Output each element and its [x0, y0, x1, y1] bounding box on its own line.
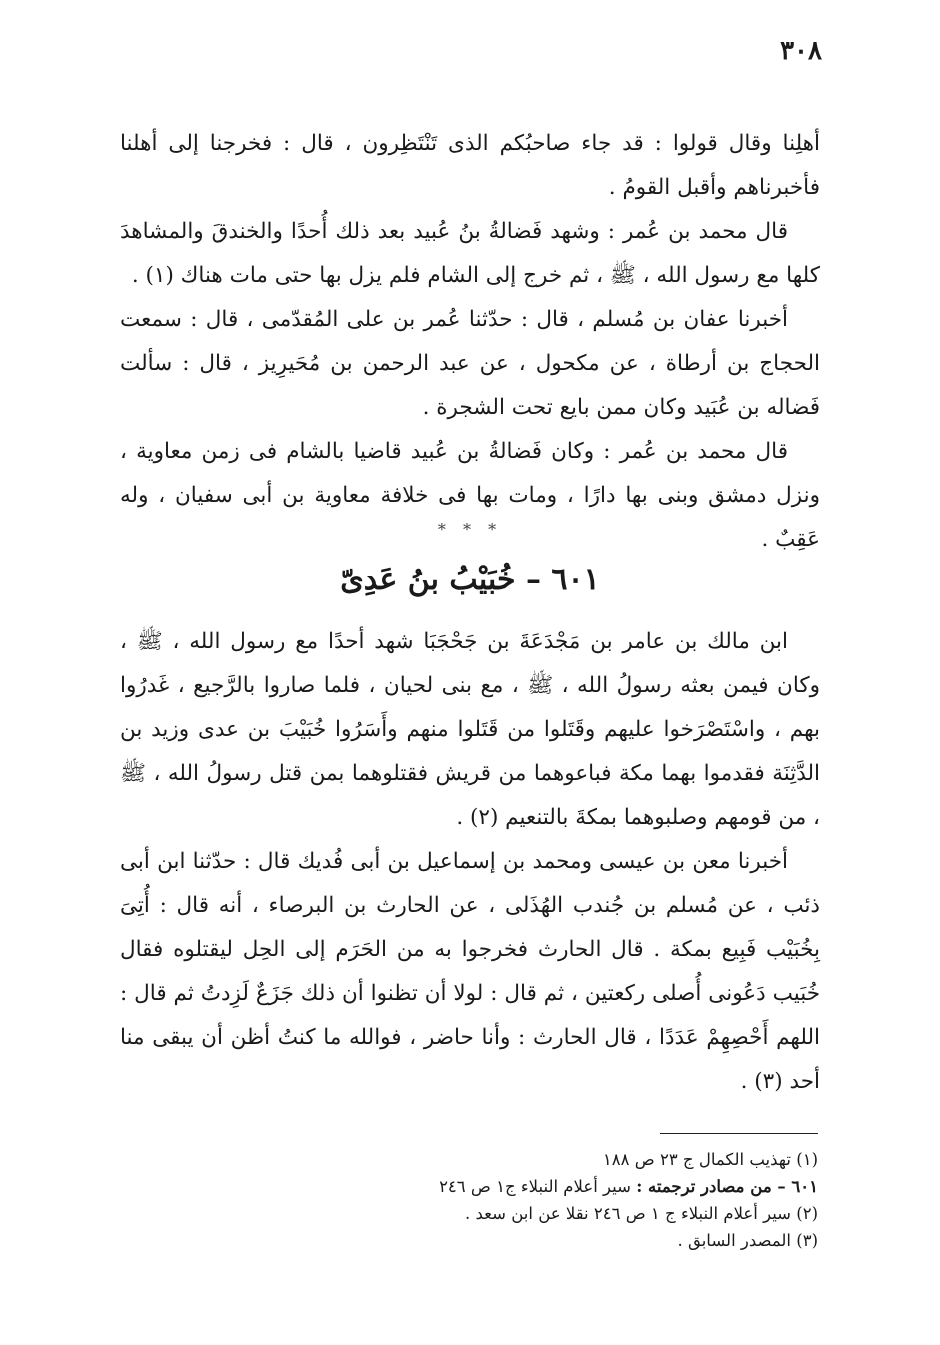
footnote-sources — [118, 1173, 818, 1200]
paragraph-continuation — [120, 122, 820, 210]
footnote-text: (٢) سير أعلام النبلاء ج ١ ص ٢٤٦ نقلا عن ابن سعد . — [465, 1204, 818, 1223]
footnote-label: ٦٠١ – من مصادر ترجمته : — [636, 1177, 818, 1196]
paragraph-text: قال محمد بن عُمر : وكان فَضالةُ بن عُبيد قاضيا بالشام فى زمن معاوية ، ونزل دمشق وبنى بها دارًا ، ومات بها فى خلافة معاوية بن أبى سفيان ، وله عَقِبٌ . — [120, 439, 820, 552]
footnote-divider — [660, 1133, 818, 1134]
paragraph-text: قال محمد بن عُمر : وشهد فَضالةُ بنُ عُبيد بعد ذلك أُحدًا والخندقَ والمشاهدَ كلها مع رسول الله ، ﷺ ، ثم خرج إلى الشام فلم يزل بها حتى مات هناك (١) . — [120, 219, 820, 288]
footnote-2 — [118, 1200, 818, 1227]
paragraph-text: أخبرنا عفان بن مُسلم ، قال : حدّثنا عُمر بن على المُقدّمى ، قال : سمعت الحجاج بن أرطاة ، عن مكحول ، عن عبد الرحمن بن مُحَيرِيز ، قال : سألت فَضاله بن عُبَيد وكان ممن بايع تحت الشجرة . — [120, 307, 820, 420]
paragraph-text: ابن مالك بن عامر بن مَجْدَعَةَ بن جَحْجَبَا شهد أحدًا مع رسول الله ، ﷺ ، وكان فيمن بعثه رسولُ الله ، ﷺ ، مع بنى لحيان ، فلما صاروا بالرَّجيع ، غَدرُوا بهم ، واسْتَصْرَخوا عليهم وقَتَلوا من قَتَلوا منهم وأَسَرُوا خُبَيْبَ بن عدى وزيد بن الدَّثِنَة فقدموا بهما مكة فباعوهما من قريش فقتلوهما بمن قتل رسولُ الله ، ﷺ ، من قومهم وصلبوهما بمكةَ بالتنعيم (٢) . — [120, 629, 820, 830]
page-number: ٣٠٨ — [780, 36, 822, 66]
footnotes — [118, 1146, 818, 1254]
section-title: ٦٠١ – خُبَيْبُ بنُ عَدِىّ — [340, 562, 600, 597]
paragraph-khubayb-death — [120, 840, 820, 1104]
paragraph-text: أهلِنا وقال قولوا : قد جاء صاحبُكم الذى تَنْتَظِرون ، قال : فخرجنا إلى أهلنا فأخبرناهم وأقبل القومُ . — [120, 131, 820, 200]
footnote-1 — [118, 1146, 818, 1173]
footnote-text: (١) تهذيب الكمال ج ٢٣ ص ١٨٨ — [602, 1150, 818, 1169]
section-separator: * * * — [437, 520, 503, 539]
footnote-text: سير أعلام النبلاء ج١ ص ٢٤٦ — [439, 1177, 637, 1196]
paragraph-fadala-battles — [120, 210, 820, 298]
paragraph-text: أخبرنا معن بن عيسى ومحمد بن إسماعيل بن أبى فُديك قال : حدّثنا ابن أبى ذئب ، عن مُسلم بن جُندب الهُذَلى ، عن الحارث بن البرصاء ، أنه قال : أُتِىَ بِخُبَيْب فَبِيع بمكة . قال الحارث فخرجوا به من الحَرَم إلى الحِل ليقتلوه فقال خُبَيب دَعُونى أُصلى ركعتين ، ثم قال : لولا أن تظنوا أن ذلك جَزَعٌ لَزِدتُ ثم قال : اللهم أَحْصِهِمْ عَدَدًا ، قال الحارث : وأنا حاضر ، فوالله ما كنتُ أظن أن يبقى منا أحد (٣) . — [120, 849, 820, 1094]
footnote-text: (٣) المصدر السابق . — [677, 1231, 818, 1250]
footnote-3 — [118, 1227, 818, 1254]
paragraph-khubayb-lineage — [120, 620, 820, 840]
paragraph-affan-narration — [120, 298, 820, 430]
paragraph-fadala-judge — [120, 430, 820, 562]
